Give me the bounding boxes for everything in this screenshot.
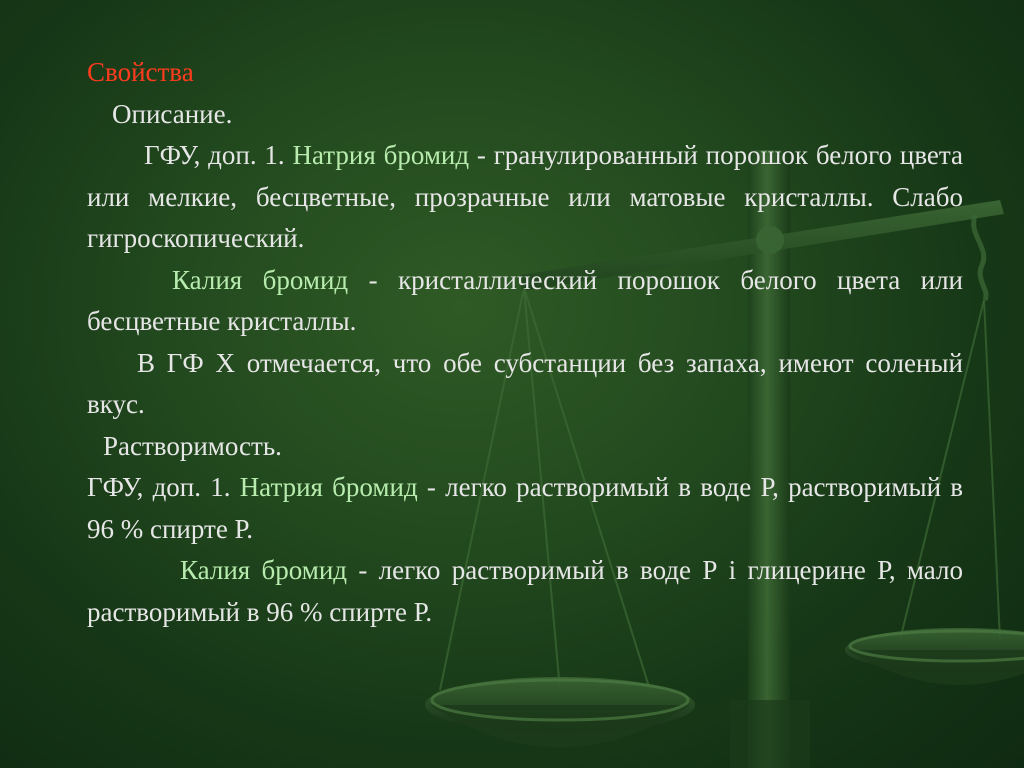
substance-name-potassium: Калия бромид [180,555,348,585]
solubility-label: Растворимость. [103,430,282,461]
paragraph-gf-x-note [87,343,963,426]
note-text: В ГФ Х отмечается, что обе субстанции без запаха, имеют соленый вкус. [87,347,963,419]
solubility-text: - легко растворимый в воде Р і глицерине Р, мало растворимый в 96 % спирте Р. [87,555,963,627]
paragraph-sodium-solubility [87,467,963,550]
reference-text: ГФУ, доп. 1. [144,140,285,170]
paragraph-sodium-description [87,135,963,260]
description-label: Описание. [112,98,233,129]
reference-text: ГФУ, доп. 1. [87,472,231,502]
substance-name-sodium: Натрия бромид [239,472,418,502]
substance-name-sodium: Натрия бромид [292,140,470,170]
slide-content [87,52,963,633]
section-heading: Свойства [87,57,194,87]
paragraph-potassium-solubility [87,550,963,633]
description-text: - гранулированный порошок белого цвета или мелкие, бесцветные, прозрачные или матовые кристаллы. Слабо гигроскопический. [87,140,964,253]
paragraph-potassium-description [87,260,963,343]
description-text: - кристаллический порошок белого цвета или бесцветные кристаллы. [87,264,963,336]
solubility-text: - легко растворимый в воде Р, растворимый в 96 % спирте Р. [87,472,963,544]
substance-name-potassium: Калия бромид [172,264,349,295]
